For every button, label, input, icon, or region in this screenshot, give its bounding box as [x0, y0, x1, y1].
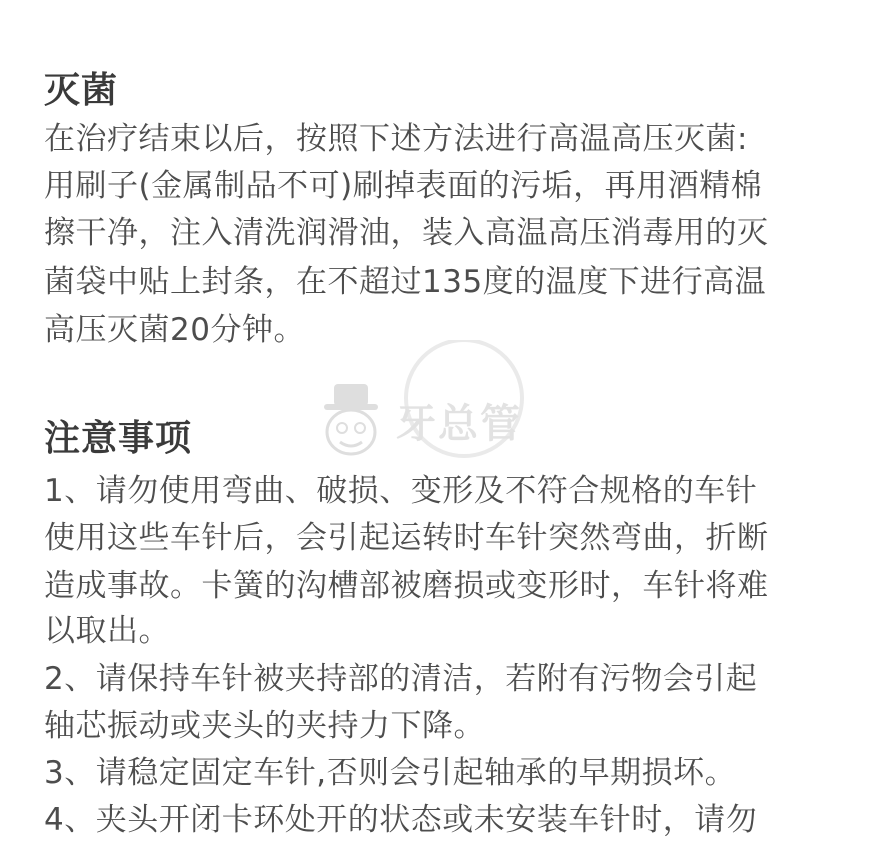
- section-title-precautions: 注意事项: [44, 418, 193, 459]
- precaution-line-4: 以取出。: [44, 613, 170, 649]
- watermark-text: 牙总管: [396, 401, 522, 447]
- precaution-line-1: 1、请勿使用弯曲、破损、变形及不符合规格的车针: [44, 473, 758, 509]
- sterilization-line-1: 在治疗结束以后，按照下述方法进行高温高压灭菌:: [44, 121, 748, 157]
- watermark-ring-icon: [314, 340, 594, 470]
- precaution-line-6: 轴芯振动或夹头的夹持力下降。: [44, 708, 485, 744]
- precaution-line-7: 3、请稳定固定车针,否则会引起轴承的早期损坏。: [44, 755, 737, 791]
- watermark: [314, 340, 594, 470]
- sterilization-line-3: 擦干净，注入清洗润滑油，装入高温高压消毒用的灭: [44, 215, 769, 251]
- sterilization-line-4: 菌袋中贴上封条，在不超过135度的温度下进行高温: [44, 264, 767, 300]
- sterilization-line-2: 用刷子(金属制品不可)刷掉表面的污垢，再用酒精棉: [44, 168, 763, 204]
- sterilization-line-5: 高压灭菌20分钟。: [44, 312, 305, 348]
- precaution-line-5: 2、请保持车针被夹持部的清洁，若附有污物会引起: [44, 661, 758, 697]
- section-title-sterilization: 灭菌: [44, 70, 119, 111]
- mascot-icon: [316, 380, 386, 470]
- precaution-line-3: 造成事故。卡簧的沟槽部被磨损或变形时，车针将难: [44, 568, 769, 604]
- precaution-line-8: 4、夹头开闭卡环处开的状态或未安装车针时，请勿: [44, 802, 758, 838]
- precaution-line-2: 使用这些车针后，会引起运转时车针突然弯曲，折断: [44, 520, 769, 556]
